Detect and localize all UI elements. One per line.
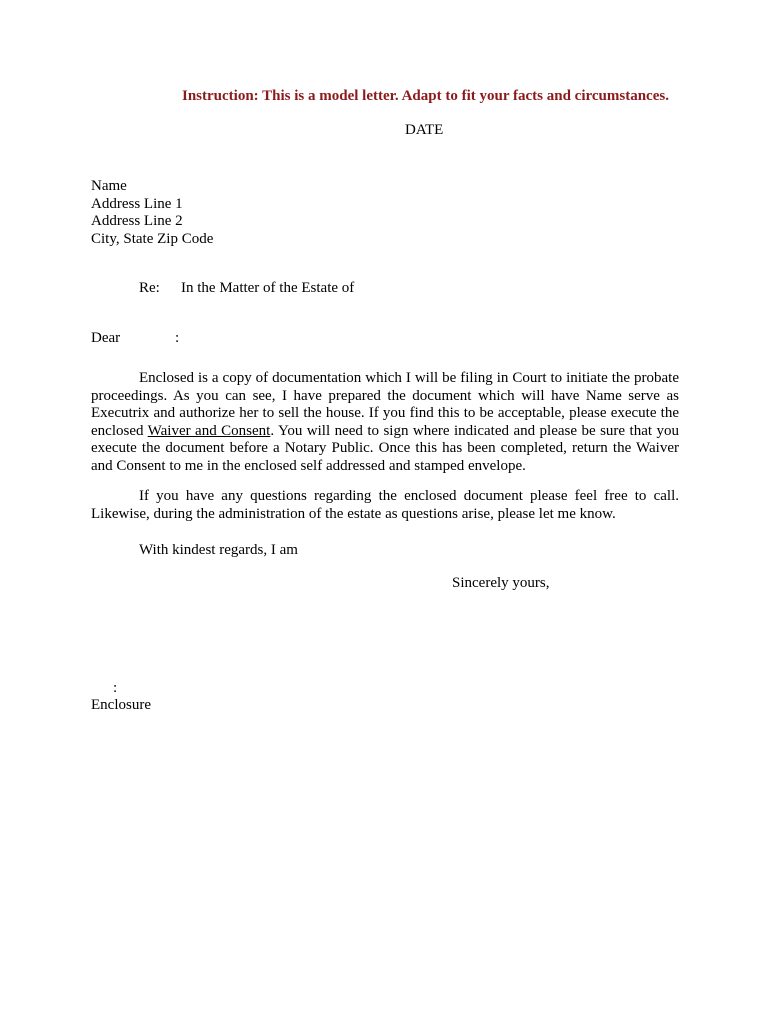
body-paragraph-2: If you have any questions regarding the enclosed document please feel free to call. Likewise, during the administration of the estate as questions arise, please let me know. bbox=[91, 488, 679, 522]
body-paragraph-1 bbox=[91, 370, 679, 475]
recipient-address-line-1: Address Line 1 bbox=[91, 195, 183, 212]
recipient-address-block bbox=[91, 178, 213, 248]
instruction-note: Instruction: This is a model letter. Adapt to fit your facts and circumstances. bbox=[182, 88, 669, 104]
signature-colon: : bbox=[113, 680, 118, 696]
recipient-name: Name bbox=[91, 178, 127, 194]
reference-subject: In the Matter of the Estate of bbox=[181, 280, 355, 296]
recipient-city-state-zip: City, State Zip Code bbox=[91, 230, 214, 247]
recipient-address-line-2: Address Line 2 bbox=[91, 213, 183, 229]
paragraph-1-text-after: . You will need to sign where indicated and please be sure that you execute the document before a Notary Public. Once this has been completed, return the Waiver and Consent to me in the enclosed self addressed and stamped envelope. bbox=[91, 422, 679, 474]
salutation-colon: : bbox=[175, 330, 180, 346]
waiver-and-consent-underlined-text: Waiver and Consent bbox=[147, 422, 271, 439]
date-placeholder: DATE bbox=[405, 122, 444, 138]
paragraph-1-text-before: Enclosed is a copy of documentation which I will be filing in Court to initiate the probate proceedings. As you can see, I have prepared the document which will have Name serve as Executrix and authorize her to sell the house. If you find this to be acceptable, please execute the enclosed bbox=[91, 370, 679, 439]
reference-line bbox=[139, 280, 354, 298]
reference-label: Re: bbox=[139, 280, 160, 296]
regards-line: With kindest regards, I am bbox=[139, 542, 298, 558]
signoff-line: Sincerely yours, bbox=[452, 575, 550, 591]
salutation-line bbox=[91, 330, 179, 348]
enclosure-label: Enclosure bbox=[91, 697, 151, 713]
salutation-greeting: Dear bbox=[91, 330, 121, 346]
